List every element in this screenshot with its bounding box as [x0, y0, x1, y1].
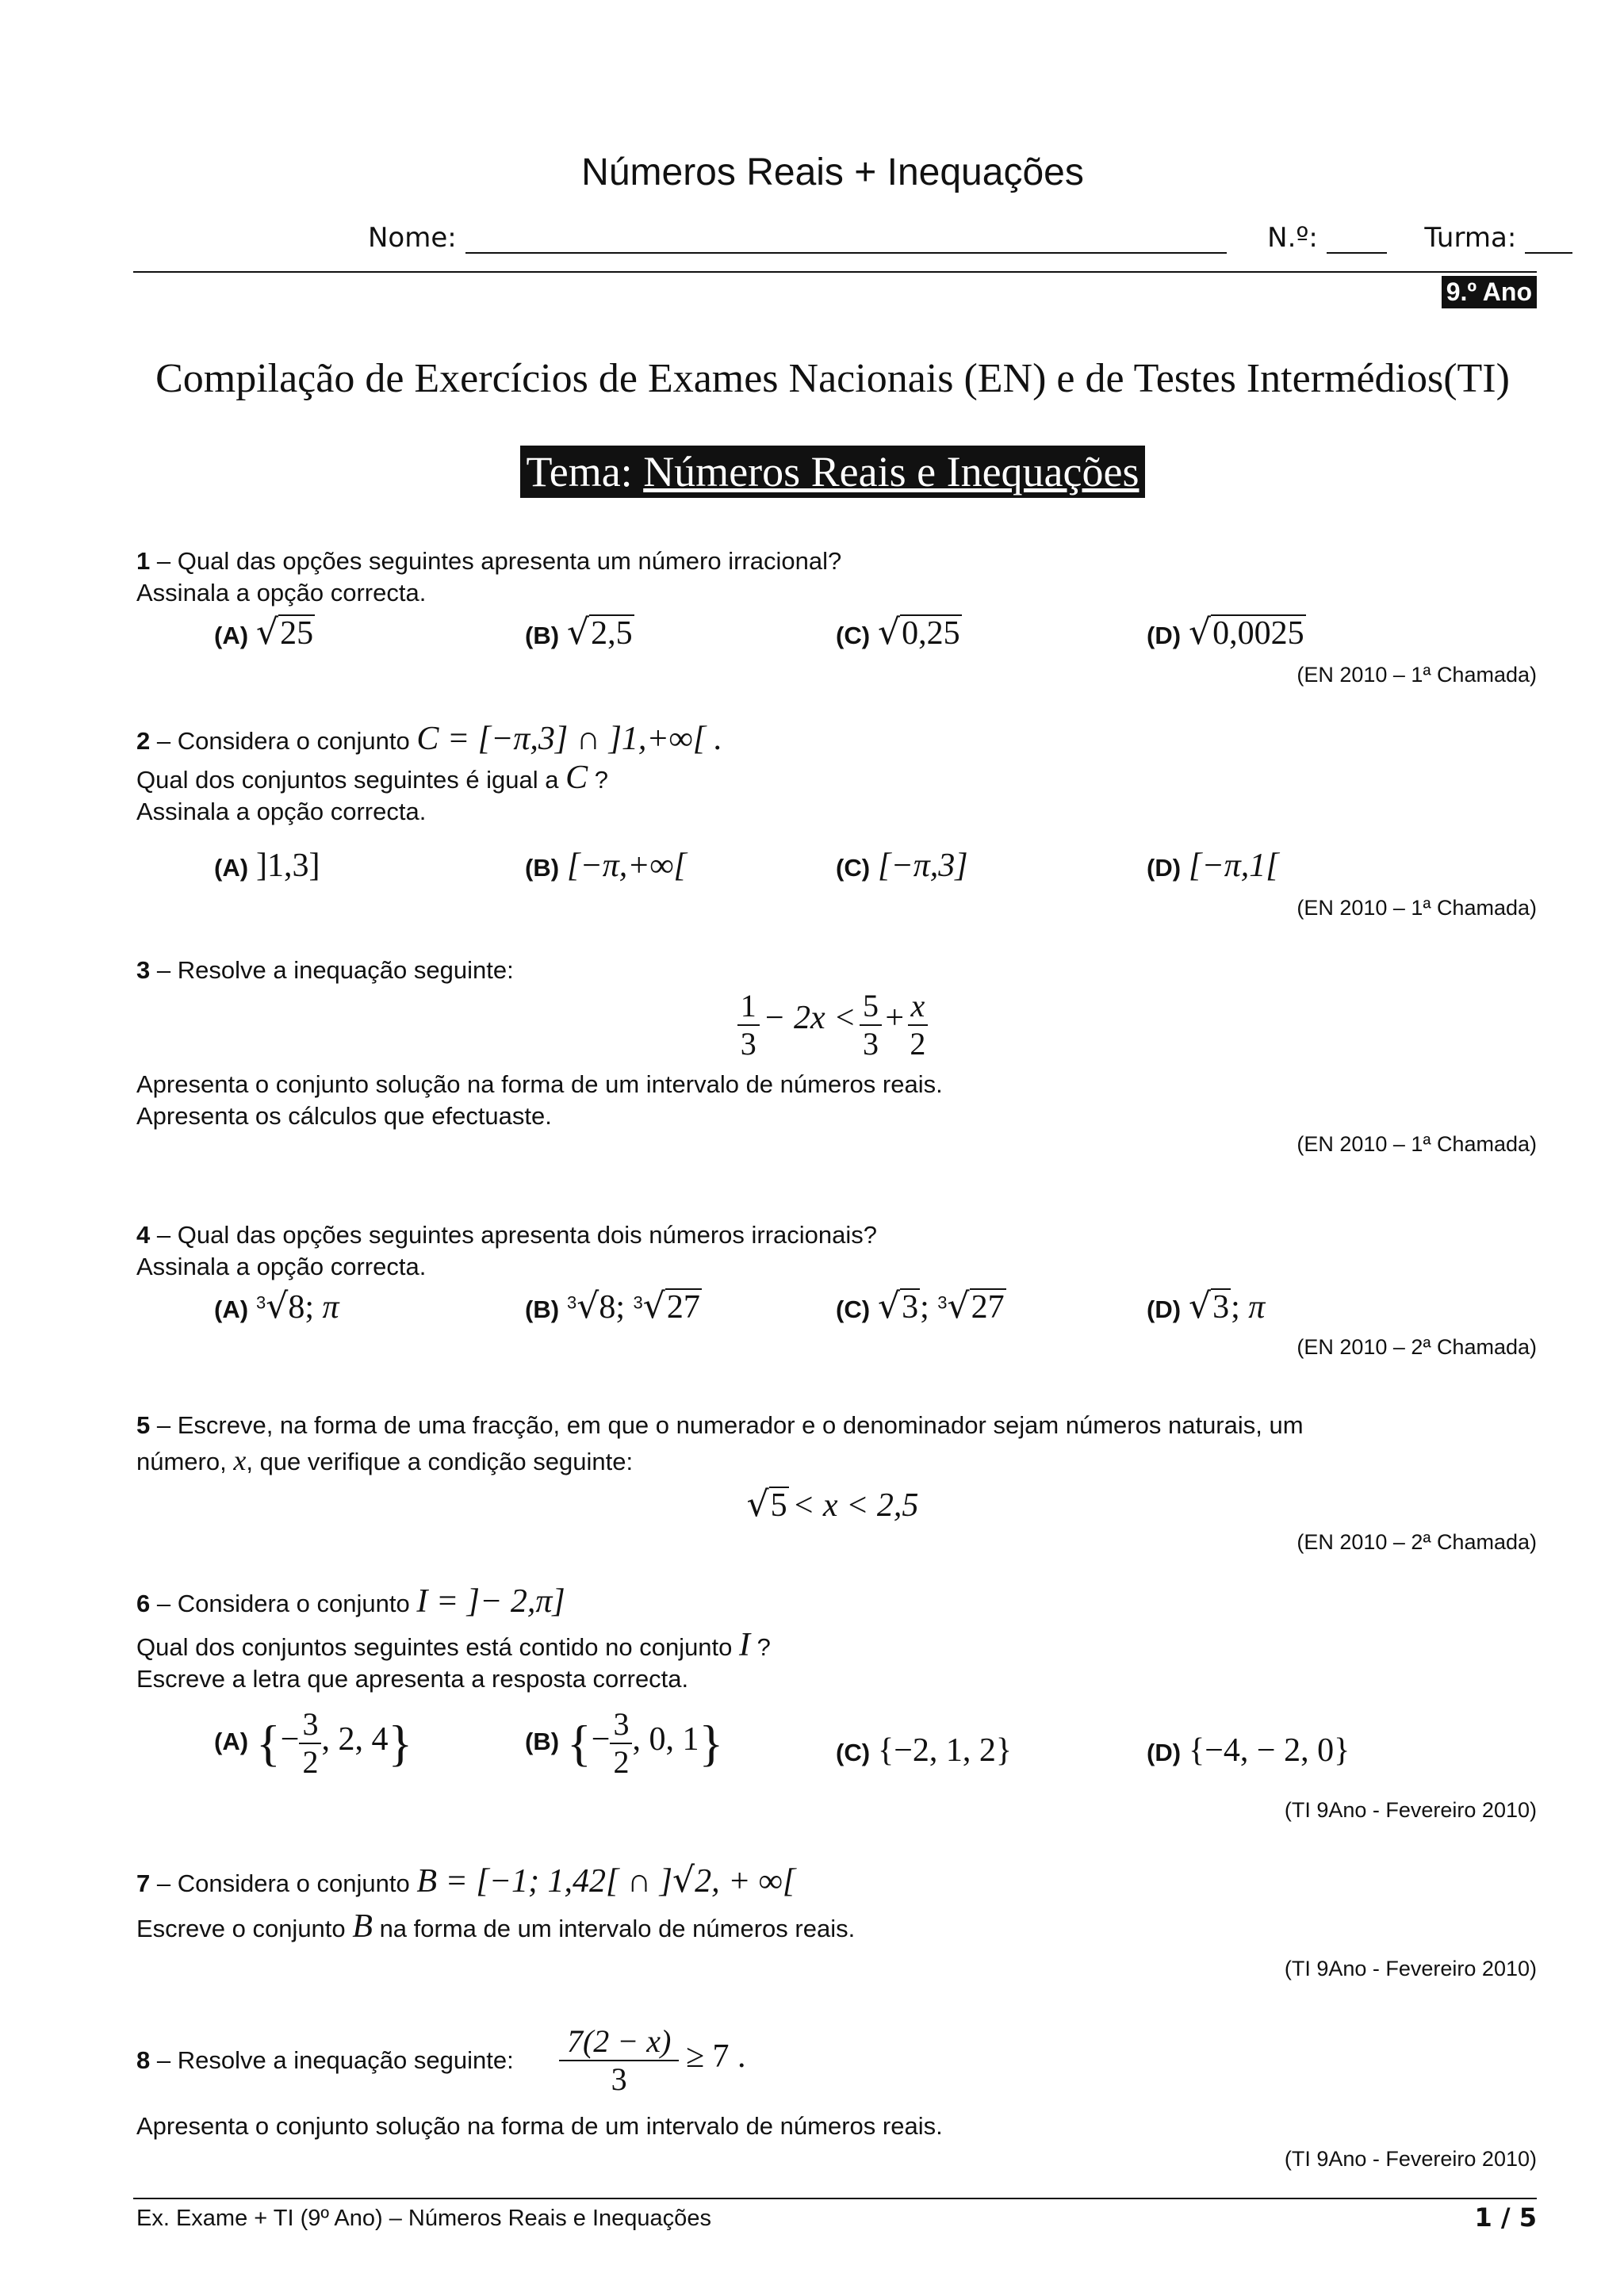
radicand: 3: [902, 1289, 919, 1326]
question-instruction: Apresenta o conjunto solução na forma de um intervalo de números reais.: [136, 2112, 943, 2140]
question-number: 2: [136, 727, 151, 755]
turma-field[interactable]: [1525, 225, 1572, 254]
math-operator: − 2x <: [763, 1000, 856, 1037]
option-expr: , 2, 4: [321, 1721, 389, 1758]
option-letter: (B): [525, 854, 560, 882]
q1-source: (EN 2010 – 1ª Chamada): [1297, 663, 1537, 687]
set-variable: C: [565, 760, 588, 796]
question-text: Escreve o conjunto: [136, 1915, 346, 1942]
question-1: [136, 545, 841, 609]
math-operator: +: [885, 1000, 905, 1037]
question-number: 1: [136, 547, 151, 575]
compilation-title: Compilação de Exercícios de Exames Nacionais (EN) e de Testes Intermédios(TI): [155, 356, 1510, 401]
question-3: [136, 955, 514, 986]
option-term: π: [1248, 1289, 1266, 1326]
cube-root-icon: √: [576, 1286, 599, 1326]
footer-rule: [133, 2198, 1537, 2199]
radicand: 2,5: [591, 615, 633, 652]
option-letter: (B): [525, 622, 560, 649]
option-letter: (C): [836, 622, 871, 649]
sqrt-icon: √: [878, 1286, 901, 1326]
question-text: Qual dos conjuntos seguintes está contido no conjunto: [136, 1633, 733, 1661]
q2-source: (EN 2010 – 1ª Chamada): [1297, 896, 1537, 920]
condition-expr: < x < 2,5: [792, 1487, 919, 1524]
q5-condition: √5 < x < 2,5: [746, 1484, 919, 1525]
cube-root-icon: √: [266, 1286, 289, 1326]
q2-option-d[interactable]: [1147, 847, 1279, 885]
question-instruction: Assinala a opção correcta.: [136, 1253, 427, 1280]
option-letter: (D): [1147, 1295, 1182, 1323]
fraction-denominator: 2: [302, 1744, 319, 1780]
option-expr: [−π,3]: [878, 848, 968, 884]
option-letter: (D): [1147, 622, 1182, 649]
q6-option-d[interactable]: [1147, 1732, 1350, 1770]
fraction-numerator: 1: [737, 988, 760, 1026]
option-letter: (B): [525, 1295, 560, 1323]
question-text: – Qual das opções seguintes apresenta dois números irracionais?: [156, 1221, 878, 1249]
question-instruction: Escreve a letra que apresenta a resposta correcta.: [136, 1665, 689, 1693]
question-text: – Resolve a inequação seguinte:: [156, 956, 514, 984]
option-expr: [−π,1[: [1189, 848, 1279, 884]
radicand: 27: [971, 1289, 1005, 1326]
fraction-denominator: 2: [910, 1026, 926, 1062]
option-letter: (B): [525, 1728, 560, 1756]
header-rule: [133, 271, 1537, 273]
q7-source: (TI 9Ano - Fevereiro 2010): [1284, 1957, 1537, 1980]
sqrt-icon: √: [746, 1484, 769, 1525]
option-letter: (C): [836, 1295, 871, 1323]
question-2: 2 – Considera o conjunto C = [−π,3] ∩ ]1,+∞[ . Qual dos conjuntos seguintes é igual a C ? Assinala a opção correcta.: [136, 723, 722, 828]
question-8-instruction: [136, 2110, 943, 2142]
question-number: 4: [136, 1221, 151, 1249]
q4-option-b[interactable]: (B) $^3$√8; $^3$√27: [525, 1286, 700, 1326]
q6-option-c[interactable]: [836, 1732, 1012, 1770]
radicand: 8: [599, 1289, 616, 1326]
option-letter: (A): [214, 1295, 249, 1323]
fraction-denominator: 3: [740, 1026, 756, 1062]
question-text: número,: [136, 1448, 227, 1475]
q8-source: (TI 9Ano - Fevereiro 2010): [1284, 2147, 1537, 2171]
option-letter: (A): [214, 854, 249, 882]
question-instruction: Assinala a opção correcta.: [136, 579, 427, 607]
option-letter: (A): [214, 1728, 249, 1756]
option-term: π: [322, 1289, 339, 1326]
q1-option-b[interactable]: [525, 612, 634, 652]
question-number: 5: [136, 1411, 151, 1439]
q3-inequation: [0, 988, 1624, 1062]
q3-source: (EN 2010 – 1ª Chamada): [1297, 1132, 1537, 1156]
sqrt-icon: √: [256, 612, 279, 652]
radicand: 0,25: [902, 615, 960, 652]
q4-source: (EN 2010 – 2ª Chamada): [1297, 1335, 1537, 1359]
question-text: – Qual das opções seguintes apresenta um número irracional?: [156, 547, 842, 575]
question-3-instructions: [136, 1069, 943, 1132]
question-4: [136, 1219, 877, 1283]
q4-option-a[interactable]: (A) $^3$√8; π: [214, 1286, 339, 1326]
option-letter: (C): [836, 854, 871, 882]
question-number: 8: [136, 2046, 151, 2074]
question-8: [136, 2023, 746, 2098]
tema-name: Números Reais e Inequações: [643, 448, 1139, 496]
ano-badge: 9.º Ano: [1442, 276, 1537, 308]
question-number: 6: [136, 1590, 151, 1617]
question-instruction: Assinala a opção correcta.: [136, 798, 427, 825]
fraction-numerator: 3: [610, 1706, 632, 1744]
q2-option-a[interactable]: [214, 847, 320, 885]
tema-heading: [0, 446, 1624, 498]
radicand: 3: [1212, 1289, 1230, 1326]
option-expr: , 0, 1: [632, 1721, 699, 1758]
set-variable: I: [739, 1627, 751, 1663]
question-text: – Escreve, na forma de uma fracção, em que o numerador e o denominador sejam números naturais, um: [156, 1411, 1304, 1439]
q1-option-c[interactable]: [836, 612, 962, 652]
question-text: – Considera o conjunto: [156, 1869, 410, 1897]
fraction-denominator: 3: [611, 2061, 627, 2097]
fraction-denominator: 2: [613, 1744, 630, 1780]
cube-root-icon: √: [642, 1286, 665, 1326]
set-expression: I = ]− 2,π]: [416, 1583, 565, 1620]
document-title: Números Reais + Inequações: [581, 151, 1084, 193]
option-letter: (D): [1147, 1739, 1182, 1766]
question-text: – Considera o conjunto: [156, 727, 410, 755]
q1-option-a[interactable]: [214, 612, 315, 652]
question-number: 3: [136, 956, 151, 984]
q1-option-d[interactable]: [1147, 612, 1306, 652]
option-letter: (A): [214, 622, 249, 649]
q5-source: (EN 2010 – 2ª Chamada): [1297, 1530, 1537, 1554]
nome-field[interactable]: [465, 225, 1227, 254]
question-instruction: Apresenta os cálculos que efectuaste.: [136, 1102, 552, 1130]
set-expression: 2, + ∞[: [695, 1863, 796, 1900]
tema-prefix: Tema:: [526, 448, 633, 496]
fraction-numerator: x: [908, 988, 929, 1026]
q2-option-b[interactable]: [525, 847, 687, 885]
question-text: na forma de um intervalo de números reais.: [379, 1915, 856, 1942]
cube-root-icon: √: [947, 1286, 970, 1326]
fraction-numerator: 3: [299, 1706, 321, 1744]
question-number: 7: [136, 1869, 151, 1897]
q4-option-d[interactable]: (D) √3; π: [1147, 1286, 1266, 1326]
turma-label: Turma:: [1424, 222, 1517, 254]
q6-source: (TI 9Ano - Fevereiro 2010): [1284, 1798, 1537, 1822]
radicand: 27: [666, 1289, 700, 1326]
numero-label: N.º:: [1267, 222, 1318, 254]
fraction-denominator: 3: [862, 1026, 879, 1062]
fraction-numerator: 5: [860, 988, 882, 1026]
option-expr: {−2, 1, 2}: [878, 1732, 1013, 1769]
question-6: 6 – Considera o conjunto I = ]− 2,π] Qual dos conjuntos seguintes está contido no conjunto I ? Escreve a letra que apresenta a resposta correcta.: [136, 1586, 771, 1695]
q4-option-c[interactable]: (C) √3; $^3$√27: [836, 1286, 1005, 1326]
numero-field[interactable]: [1327, 225, 1387, 254]
option-letter: (C): [836, 1739, 871, 1766]
q6-option-a[interactable]: (A) {− $\frac{3}{2}$ , 2, 4}: [214, 1706, 413, 1780]
question-text: – Resolve a inequação seguinte:: [156, 2046, 514, 2074]
question-5: 5 – Escreve, na forma de uma fracção, em que o numerador e o denominador sejam números naturais, um número, x, que verifique a condição seguinte:: [136, 1411, 1304, 1476]
footer-text: Ex. Exame + TI (9º Ano) – Números Reais e Inequações: [136, 2206, 711, 2231]
radicand: 0,0025: [1212, 615, 1304, 652]
sqrt-icon: √: [1189, 612, 1212, 652]
q2-option-c[interactable]: [836, 847, 968, 885]
set-expression: B = [−1; 1,42[ ∩ ]: [416, 1863, 673, 1900]
sqrt-icon: √: [1189, 1286, 1212, 1326]
nome-label: Nome:: [368, 222, 457, 254]
option-letter: (D): [1147, 854, 1182, 882]
option-expr: [−π,+∞[: [567, 848, 687, 884]
sqrt-icon: √: [567, 612, 590, 652]
option-expr: {−4, − 2, 0}: [1189, 1732, 1350, 1769]
question-text: – Considera o conjunto: [156, 1590, 410, 1617]
set-variable: B: [352, 1908, 373, 1945]
student-info-row: [368, 222, 1572, 254]
question-7: [136, 1860, 856, 1945]
question-text: , que verifique a condição seguinte:: [246, 1448, 634, 1475]
fraction-numerator: 7(2 − x): [559, 2023, 679, 2061]
set-expression: C = [−π,3] ∩ ]1,+∞[ .: [416, 721, 723, 757]
option-expr: ]1,3]: [256, 848, 320, 884]
radicand: 8: [288, 1289, 305, 1326]
question-text: Qual dos conjuntos seguintes é igual a: [136, 766, 559, 794]
question-instruction: Apresenta o conjunto solução na forma de um intervalo de números reais.: [136, 1070, 943, 1098]
radicand: 25: [280, 615, 314, 652]
inequality-rhs: ≥ 7 .: [685, 2038, 746, 2076]
page-number: 1 / 5: [1474, 2202, 1537, 2233]
sqrt-icon: √: [878, 612, 901, 652]
sqrt-icon: √: [672, 1860, 695, 1900]
q6-option-b[interactable]: (B) {− $\frac{3}{2}$ , 0, 1}: [525, 1706, 724, 1780]
